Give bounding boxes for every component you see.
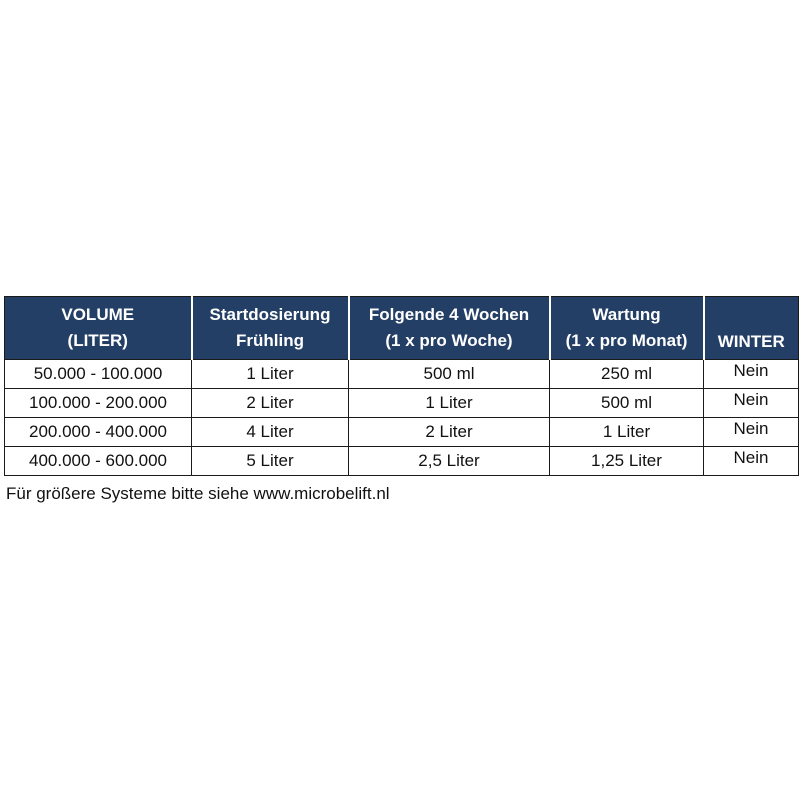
cell-volume: 200.000 - 400.000 <box>5 418 192 447</box>
header-winter-label: WINTER <box>717 332 785 351</box>
header-volume-line2: (LITER) <box>67 331 128 350</box>
cell-volume: 100.000 - 200.000 <box>5 389 192 418</box>
cell-start-dose: 1 Liter <box>192 360 349 389</box>
table-row <box>5 389 799 418</box>
header-maintenance <box>550 297 704 360</box>
footnote: Für größere Systeme bitte siehe www.microbelift.nl <box>6 484 390 503</box>
header-following-weeks <box>349 297 550 360</box>
cell-following-weeks: 2,5 Liter <box>349 447 550 476</box>
header-start-dose-line1: Startdosierung <box>209 305 331 324</box>
header-volume <box>5 297 192 360</box>
cell-following-weeks: 500 ml <box>349 360 550 389</box>
header-maintenance-line2: (1 x pro Monat) <box>565 331 688 350</box>
cell-maintenance: 500 ml <box>550 389 704 418</box>
table-row <box>5 418 799 447</box>
cell-winter: Nein <box>704 360 799 389</box>
cell-following-weeks: 2 Liter <box>349 418 550 447</box>
cell-maintenance: 250 ml <box>550 360 704 389</box>
cell-following-weeks: 1 Liter <box>349 389 550 418</box>
header-start-dose <box>192 297 349 360</box>
cell-start-dose: 2 Liter <box>192 389 349 418</box>
cell-winter: Nein <box>704 389 799 418</box>
header-following-weeks-line1: Folgende 4 Wochen <box>368 305 530 324</box>
dosage-table <box>4 296 799 476</box>
header-maintenance-line1: Wartung <box>592 305 661 324</box>
header-start-dose-line2: Frühling <box>236 331 304 350</box>
cell-winter: Nein <box>704 447 799 476</box>
header-row <box>5 297 799 360</box>
table-row <box>5 360 799 389</box>
cell-maintenance: 1 Liter <box>550 418 704 447</box>
cell-start-dose: 5 Liter <box>192 447 349 476</box>
header-following-weeks-line2: (1 x pro Woche) <box>385 331 513 350</box>
table-row <box>5 447 799 476</box>
cell-volume: 50.000 - 100.000 <box>5 360 192 389</box>
cell-volume: 400.000 - 600.000 <box>5 447 192 476</box>
cell-winter: Nein <box>704 418 799 447</box>
header-volume-line1: VOLUME <box>61 305 135 324</box>
header-winter <box>704 297 799 360</box>
cell-start-dose: 4 Liter <box>192 418 349 447</box>
cell-maintenance: 1,25 Liter <box>550 447 704 476</box>
